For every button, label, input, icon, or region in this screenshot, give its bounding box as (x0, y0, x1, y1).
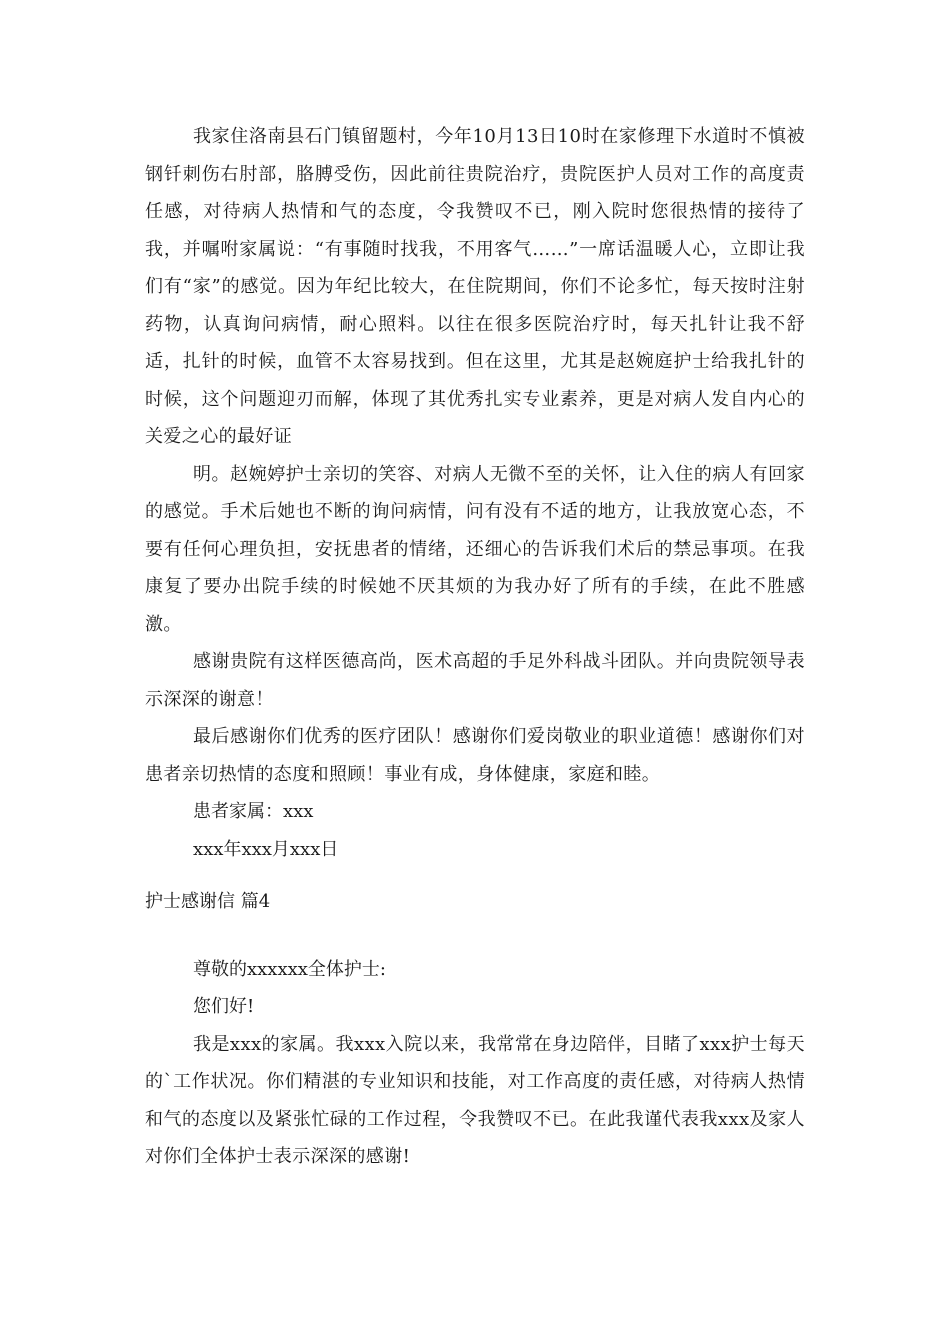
letter3-signature: 患者家属：xxx (193, 801, 314, 822)
letter3-paragraph-4: 最后感谢你们优秀的医疗团队！感谢你们爱岗敬业的职业道德！感谢你们对患者亲切热情的态度和照顾！事业有成，身体健康，家庭和睦。 (145, 726, 805, 785)
letter4-greeting: 您们好! (193, 996, 255, 1017)
letter4-salutation: 尊敬的xxxxxx全体护士: (193, 958, 386, 980)
letter3-paragraph-2: 明。赵婉婷护士亲切的笑容、对病人无微不至的关怀，让入住的病人有回家的感觉。手术后她也不断的询问病情，问有没有不适的地方，让我放宽心态，不要有任何心理负担，安抚患者的情绪，还细心的告诉我们术后的禁忌事项。在我康复了要办出院手续的时候她不厌其烦的为我办好了所有的手续，在此不胜感激。 (145, 463, 805, 635)
letter4-paragraph-1: 我是xxx的家属。我xxx入院以来，我常常在身边陪伴，目睹了xxx护士每天的`工作状况。你们精湛的专业知识和技能，对工作高度的责任感，对待病人热情和气的态度以及紧张忙碌的工作过程，令我赞叹不已。在此我谨代表我xxx及家人对你们全体护士表示深深的感谢! (145, 1033, 805, 1167)
letter3-paragraph-1: 我家住洛南县石门镇留题村，今年10月13日10时在家修理下水道时不慎被钢钎刺伤右肘部，胳膊受伤，因此前往贵院治疗，贵院医护人员对工作的高度责任感，对待病人热情和气的态度，令我赞叹不已，刚入院时您很热情的接待了我，并嘱咐家属说：“有事随时找我，不用客气……”一席话温暖人心，立即让我们有“家”的感觉。因为年纪比较大，在住院期间，你们不论多忙，每天按时注射药物，认真询问病情，耐心照料。以往在很多医院治疗时，每天扎针让我不舒适，扎针的时候，血管不太容易找到。但在这里，尤其是赵婉庭护士给我扎针的时候，这个问题迎刃而解，体现了其优秀扎实专业素养，更是对病人发自内心的关爱之心的最好证 (145, 126, 805, 447)
document-page (145, 118, 805, 1176)
letter3-date: xxx年xxx月xxx日 (193, 838, 339, 860)
letter3-paragraph-3: 感谢贵院有这样医德高尚，医术高超的手足外科战斗团队。并向贵院领导表示深深的谢意！ (145, 651, 805, 710)
section-title: 护士感谢信 篇4 (145, 891, 271, 912)
spacer (145, 921, 805, 951)
